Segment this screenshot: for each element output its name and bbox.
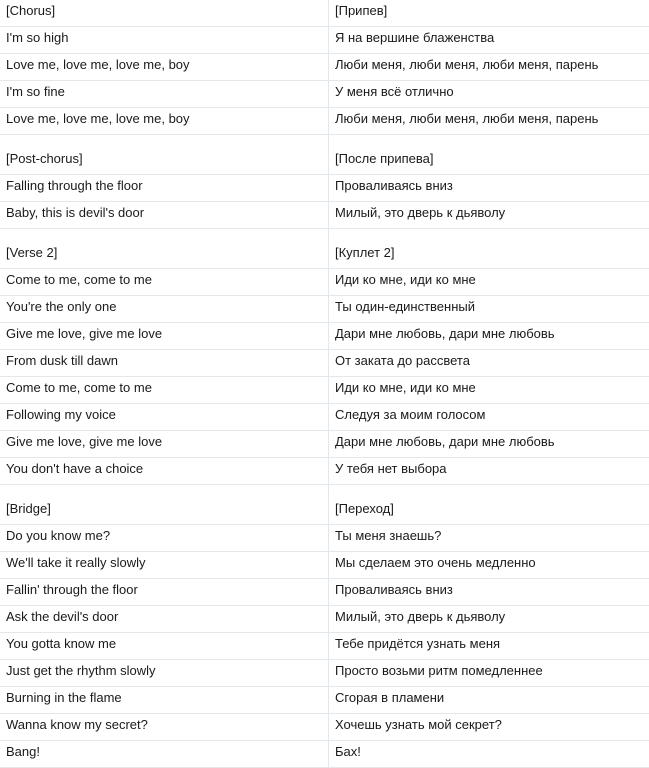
lyric-line-original — [0, 431, 329, 458]
cell-text: Люби меня, люби меня, люби меня, парень — [335, 57, 649, 72]
lyrics-spacer-row — [0, 135, 649, 149]
cell-text: Просто возьми ритм помедленнее — [335, 663, 649, 678]
cell-text: Burning in the flame — [6, 690, 322, 705]
cell-text: You gotta know me — [6, 636, 322, 651]
cell-text: [Post-chorus] — [6, 151, 322, 166]
cell-text: Wanna know my secret? — [6, 717, 322, 732]
cell-text: Following my voice — [6, 407, 322, 422]
spacer-cell-right — [329, 229, 649, 243]
lyrics-line-row — [0, 81, 649, 108]
cell-text: Ты меня знаешь? — [335, 528, 649, 543]
cell-text: Come to me, come to me — [6, 272, 322, 287]
lyrics-line-row — [0, 202, 649, 229]
lyric-line-translation — [329, 54, 649, 81]
lyric-line-translation — [329, 202, 649, 229]
lyric-line-translation — [329, 525, 649, 552]
section-label-original — [0, 0, 329, 27]
cell-text: Мы сделаем это очень медленно — [335, 555, 649, 570]
cell-text: Love me, love me, love me, boy — [6, 111, 322, 126]
cell-text: Falling through the floor — [6, 178, 322, 193]
lyric-line-translation — [329, 431, 649, 458]
cell-text: [Verse 2] — [6, 245, 322, 260]
lyrics-line-row — [0, 741, 649, 768]
lyric-line-original — [0, 350, 329, 377]
lyric-line-translation — [329, 175, 649, 202]
lyric-line-original — [0, 714, 329, 741]
cell-text: Дари мне любовь, дари мне любовь — [335, 434, 649, 449]
lyric-line-translation — [329, 296, 649, 323]
cell-text: You're the only one — [6, 299, 322, 314]
spacer-cell-left — [0, 135, 329, 149]
lyrics-line-row — [0, 714, 649, 741]
lyric-line-original — [0, 81, 329, 108]
lyric-line-translation — [329, 323, 649, 350]
cell-text: У меня всё отлично — [335, 84, 649, 99]
section-label-translation — [329, 498, 649, 525]
lyric-line-original — [0, 687, 329, 714]
lyric-line-original — [0, 108, 329, 135]
cell-text: Love me, love me, love me, boy — [6, 57, 322, 72]
lyric-line-translation — [329, 404, 649, 431]
lyrics-line-row — [0, 404, 649, 431]
lyric-line-translation — [329, 81, 649, 108]
section-label-original — [0, 148, 329, 175]
lyrics-line-row — [0, 377, 649, 404]
cell-text: We'll take it really slowly — [6, 555, 322, 570]
cell-text: Bang! — [6, 744, 322, 759]
lyrics-line-row — [0, 431, 649, 458]
lyric-line-translation — [329, 741, 649, 768]
cell-text: Baby, this is devil's door — [6, 205, 322, 220]
cell-text: Just get the rhythm slowly — [6, 663, 322, 678]
section-label-original — [0, 242, 329, 269]
cell-text: I'm so high — [6, 30, 322, 45]
lyric-line-original — [0, 404, 329, 431]
lyric-line-translation — [329, 579, 649, 606]
cell-text: От заката до рассвета — [335, 353, 649, 368]
lyrics-spacer-row — [0, 485, 649, 499]
lyrics-spacer-row — [0, 229, 649, 243]
lyric-line-original — [0, 660, 329, 687]
cell-text: Fallin' through the floor — [6, 582, 322, 597]
lyric-line-translation — [329, 27, 649, 54]
lyric-line-translation — [329, 687, 649, 714]
lyrics-line-row — [0, 606, 649, 633]
lyric-line-original — [0, 552, 329, 579]
cell-text: Ты один-единственный — [335, 299, 649, 314]
spacer-cell-right — [329, 485, 649, 499]
cell-text: Люби меня, люби меня, люби меня, парень — [335, 111, 649, 126]
lyrics-section-row — [0, 0, 649, 27]
lyric-line-translation — [329, 269, 649, 296]
lyric-line-original — [0, 54, 329, 81]
cell-text: [После припева] — [335, 151, 649, 166]
cell-text: Иди ко мне, иди ко мне — [335, 380, 649, 395]
cell-text: Следуя за моим голосом — [335, 407, 649, 422]
cell-text: Милый, это дверь к дьяволу — [335, 205, 649, 220]
lyric-line-translation — [329, 552, 649, 579]
cell-text: [Переход] — [335, 501, 649, 516]
lyric-line-translation — [329, 633, 649, 660]
lyric-line-original — [0, 458, 329, 485]
section-label-translation — [329, 148, 649, 175]
cell-text: Come to me, come to me — [6, 380, 322, 395]
cell-text: Тебе придётся узнать меня — [335, 636, 649, 651]
spacer-cell-left — [0, 485, 329, 499]
lyric-line-original — [0, 296, 329, 323]
lyrics-line-row — [0, 633, 649, 660]
lyric-line-translation — [329, 108, 649, 135]
lyric-line-translation — [329, 458, 649, 485]
cell-text: Give me love, give me love — [6, 434, 322, 449]
cell-text: Проваливаясь вниз — [335, 582, 649, 597]
cell-text: Проваливаясь вниз — [335, 178, 649, 193]
lyrics-line-row — [0, 552, 649, 579]
lyric-line-translation — [329, 660, 649, 687]
lyric-line-translation — [329, 350, 649, 377]
lyric-line-original — [0, 606, 329, 633]
cell-text: Иди ко мне, иди ко мне — [335, 272, 649, 287]
cell-text: [Припев] — [335, 3, 649, 18]
lyrics-line-row — [0, 458, 649, 485]
cell-text: Give me love, give me love — [6, 326, 322, 341]
cell-text: [Куплет 2] — [335, 245, 649, 260]
lyrics-line-row — [0, 269, 649, 296]
lyric-line-original — [0, 525, 329, 552]
cell-text: Хочешь узнать мой секрет? — [335, 717, 649, 732]
lyric-line-original — [0, 269, 329, 296]
cell-text: Я на вершине блаженства — [335, 30, 649, 45]
cell-text: Сгорая в пламени — [335, 690, 649, 705]
lyrics-line-row — [0, 350, 649, 377]
lyrics-line-row — [0, 579, 649, 606]
lyrics-section-row — [0, 148, 649, 175]
lyric-line-original — [0, 633, 329, 660]
lyrics-line-row — [0, 54, 649, 81]
lyric-line-original — [0, 377, 329, 404]
lyrics-section-row — [0, 498, 649, 525]
lyric-line-original — [0, 579, 329, 606]
lyrics-line-row — [0, 525, 649, 552]
lyric-line-original — [0, 323, 329, 350]
cell-text: У тебя нет выбора — [335, 461, 649, 476]
cell-text: Дари мне любовь, дари мне любовь — [335, 326, 649, 341]
cell-text: Ask the devil's door — [6, 609, 322, 624]
cell-text: Do you know me? — [6, 528, 322, 543]
cell-text: [Bridge] — [6, 501, 322, 516]
cell-text: [Chorus] — [6, 3, 322, 18]
cell-text: You don't have a choice — [6, 461, 322, 476]
cell-text: Бах! — [335, 744, 649, 759]
lyric-line-translation — [329, 606, 649, 633]
section-label-translation — [329, 0, 649, 27]
lyric-line-translation — [329, 377, 649, 404]
cell-text: Милый, это дверь к дьяволу — [335, 609, 649, 624]
lyrics-line-row — [0, 687, 649, 714]
spacer-cell-right — [329, 135, 649, 149]
lyric-line-original — [0, 175, 329, 202]
section-label-original — [0, 498, 329, 525]
lyrics-line-row — [0, 27, 649, 54]
lyric-line-original — [0, 27, 329, 54]
lyrics-line-row — [0, 660, 649, 687]
section-label-translation — [329, 242, 649, 269]
spacer-cell-left — [0, 229, 329, 243]
cell-text: I'm so fine — [6, 84, 322, 99]
lyrics-line-row — [0, 296, 649, 323]
cell-text: From dusk till dawn — [6, 353, 322, 368]
lyric-line-original — [0, 202, 329, 229]
lyric-line-translation — [329, 714, 649, 741]
lyrics-section-row — [0, 242, 649, 269]
lyrics-line-row — [0, 175, 649, 202]
lyrics-line-row — [0, 108, 649, 135]
lyric-line-original — [0, 741, 329, 768]
lyrics-line-row — [0, 323, 649, 350]
